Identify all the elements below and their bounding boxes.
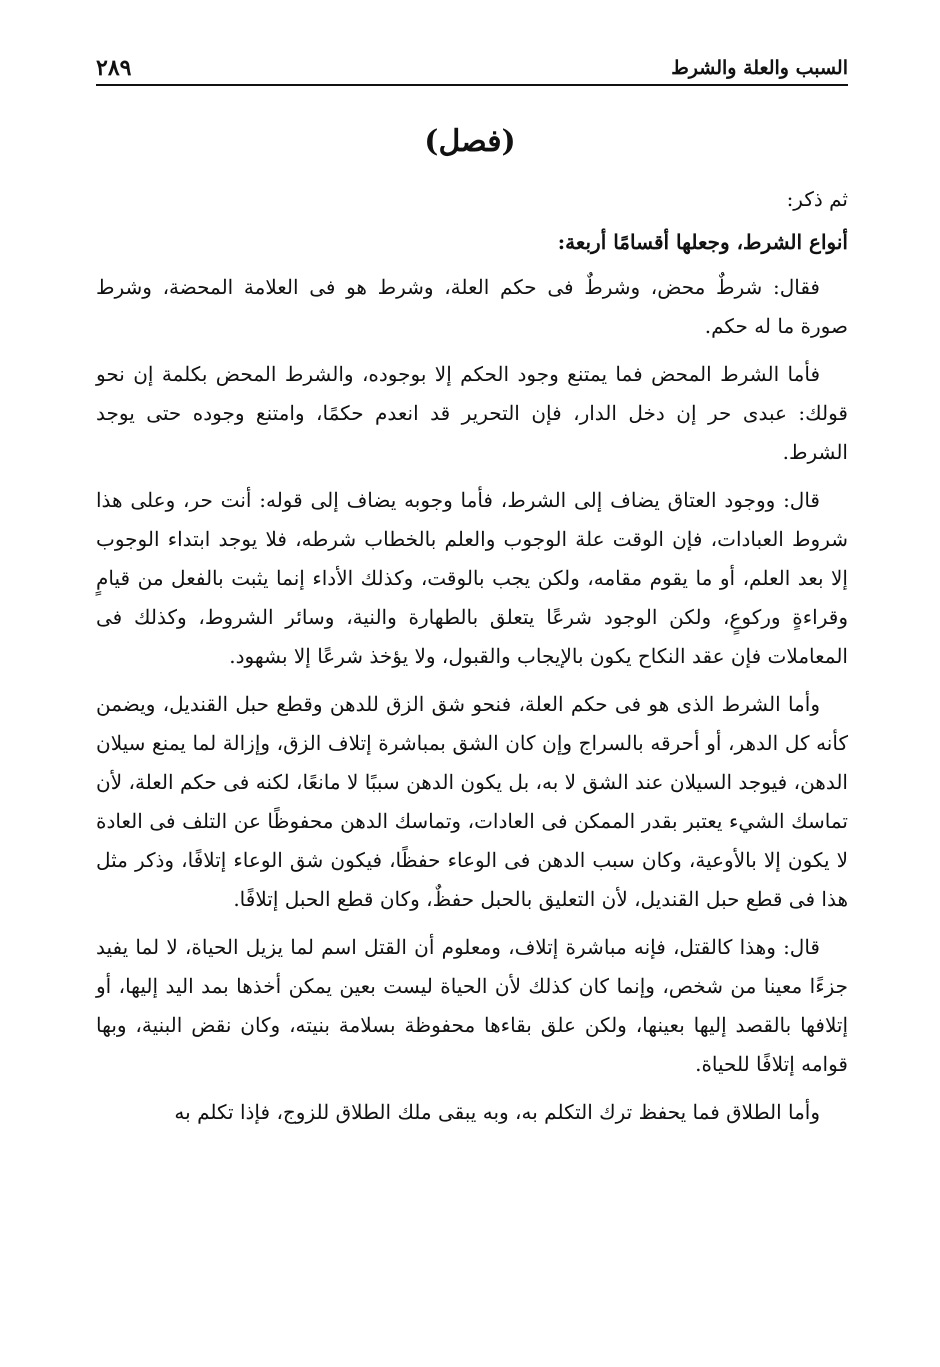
paragraph: قال: وهذا كالقتل، فإنه مباشرة إتلاف، ومعلوم أن القتل اسم لما يزيل الحياة، لا لما يفيد جزءًا معينا من شخص، وإنما كان كذلك لأن الحياة ليست بعين يمكن أخذها بمد اليد إليها، أو إتلافها بالقصد إليها بعينها، ولكن علق بقاءها محفوظة بسلامة بنيته، وكان نقض البنية، وبها قوامه إتلافًا للحياة. xyxy=(96,935,849,1076)
running-title: السبب والعلة والشرط xyxy=(671,57,848,79)
paragraph-topic: أنواع الشرط، وجعلها أقسامًا أربعة: xyxy=(557,230,848,254)
section-heading: (فصل) xyxy=(424,124,516,159)
paragraph: فقال: شرطٌ محض، وشرطٌ فى حكم العلة، وشرط هو فى العلامة المحضة، وشرط صورة ما له حكم. xyxy=(96,275,848,338)
body-text xyxy=(96,180,848,1141)
header-rule xyxy=(96,84,848,86)
paragraph-intro: ثم ذكر: xyxy=(786,187,848,211)
paragraph: فأما الشرط المحض فما يمتنع وجود الحكم إلا بوجوده، والشرط المحض بكلمة إن نحو قولك: عبدى حر إن دخل الدار، فإن التحرير قد انعدم حكمًا، وامتنع وجوده حتى يوجد الشرط. xyxy=(96,362,848,464)
paragraph: وأما الطلاق فما يحفظ ترك التكلم به، وبه يبقى ملك الطلاق للزوج، فإذا تكلم به xyxy=(174,1100,820,1124)
page-number: ٢٨٩ xyxy=(96,55,132,81)
paragraph: قال: ووجود العتاق يضاف إلى الشرط، فأما وجوبه يضاف إلى قوله: أنت حر، وعلى هذا شروط العبادات، فإن الوقت علة الوجوب والعلم بالخطاب شرطه، فلا يوجد ابتداء الوجوب إلا بعد العلم، أو ما يقوم مقامه، ولكن يجب بالوقت، وكذلك الأداء إنما يثبت بالفعل من قيامٍ وقراءةٍ وركوعٍ، ولكن الوجود شرعًا يتعلق بالطهارة والنية، وسائر الشروط، وكذلك فى المعاملات فإن عقد النكاح يكون بالإيجاب والقبول، ولا يؤخذ شرعًا إلا بشهود. xyxy=(96,488,848,668)
paragraph: وأما الشرط الذى هو فى حكم العلة، فنحو شق الزق للدهن وقطع حبل القنديل، ويضمن كأنه كل الدهر، أو أحرقه بالسراج وإن كان الشق بمباشرة إتلاف الزق، وإزالة لما يمنع سيلان الدهن، فيوجد السيلان عند الشق لا به، بل يكون الدهن سببًا لا مانعًا، لكنه فى حكم العلة، لأن تماسك الشيء يعتبر بقدر الممكن فى العادات، وتماسك الدهن محفوظًا عن التلف فى العادة لا يكون إلا بالأوعية، وكان سبب الدهن فى الوعاء حفظًا، فيكون شق الوعاء إتلافًا، وذكر مثل هذا فى قطع حبل القنديل، لأن التعليق بالحبل حفظٌ، وكان قطع الحبل إتلافًا. xyxy=(96,692,849,911)
page-header xyxy=(96,44,848,80)
